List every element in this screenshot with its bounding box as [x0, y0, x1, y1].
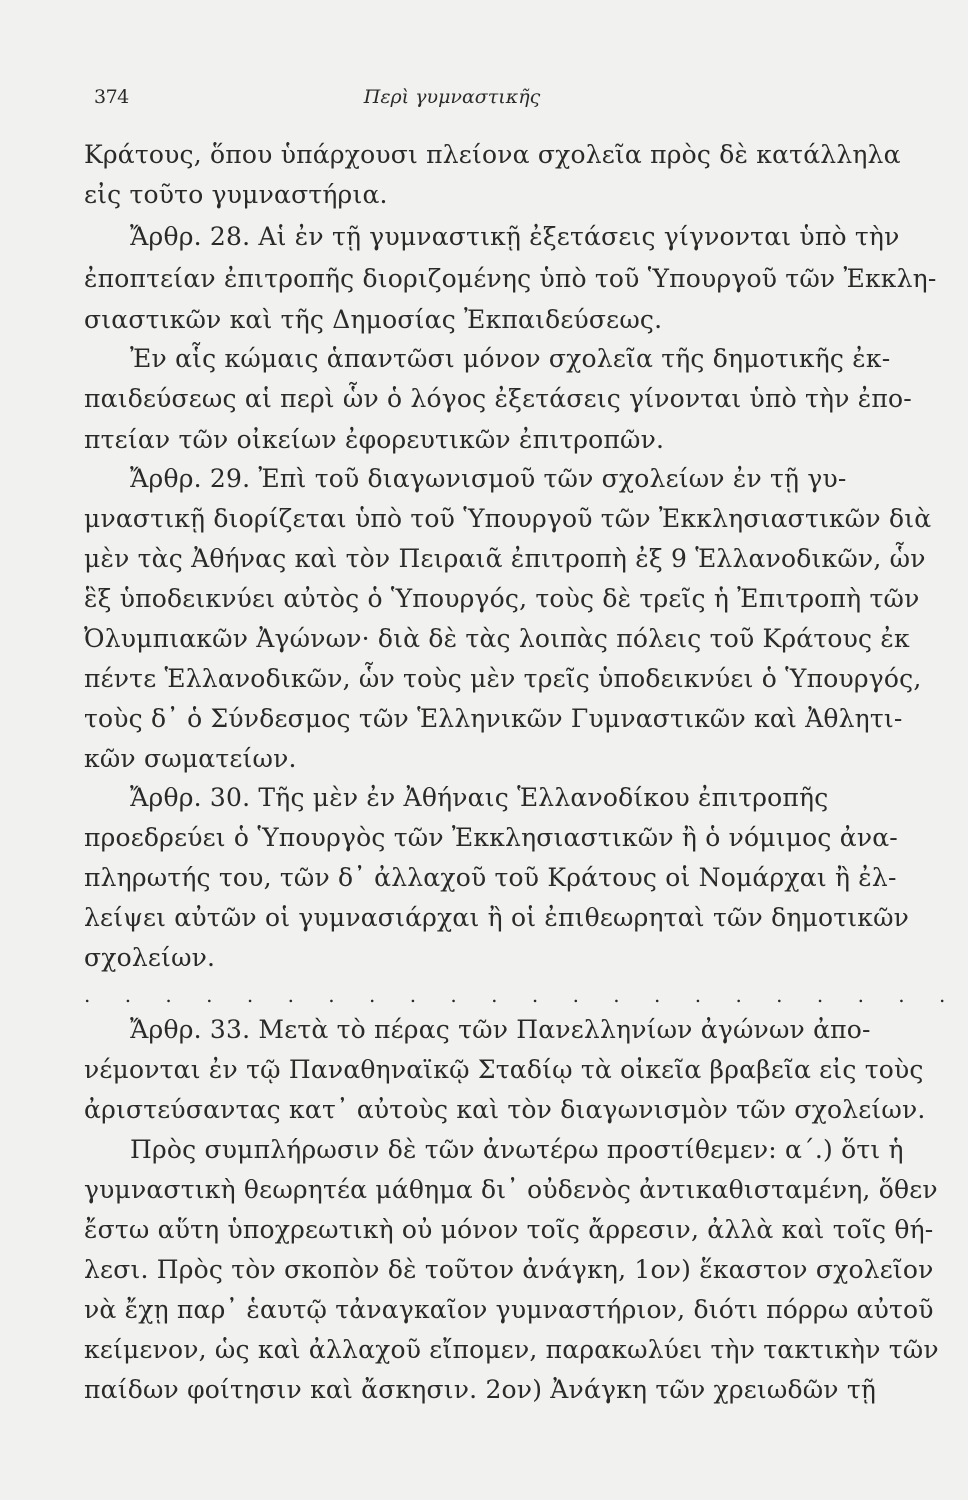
text-line: παίδων φοίτησιν καὶ ἄσκησιν. 2ον) Ἀνάγκη τῶν χρειωδῶν τῇ: [84, 1375, 877, 1404]
text-line: Κράτους, ὅπου ὑπάρχουσι πλείονα σχολεῖα πρὸς δὲ κατάλληλα: [84, 140, 901, 169]
text-line: λείψει αὐτῶν οἱ γυμνασιάρχαι ἢ οἱ ἐπιθεωρηταὶ τῶν δημοτικῶν: [84, 903, 910, 932]
text-line: τοὺς δ᾽ ὁ Σύνδεσμος τῶν Ἑλληνικῶν Γυμναστικῶν καὶ Ἀθλητι-: [84, 704, 903, 733]
page-header: [82, 86, 822, 118]
text-line: ἓξ ὑποδεικνύει αὐτὸς ὁ Ὑπουργός, τοὺς δὲ τρεῖς ἡ Ἐπιτροπὴ τῶν: [84, 584, 920, 613]
text-line: ἀριστεύσαντας κατ᾽ αὐτοὺς καὶ τὸν διαγωνισμὸν τῶν σχολείων.: [84, 1095, 926, 1124]
text-line: πέντε Ἑλλανοδικῶν, ὧν τοὺς μὲν τρεῖς ὑποδεικνύει ὁ Ὑπουργός,: [84, 664, 922, 693]
page-number: 374: [94, 86, 129, 108]
text-line: κῶν σωματείων.: [84, 744, 297, 773]
text-line: πληρωτής του, τῶν δ᾽ ἀλλαχοῦ τοῦ Κράτους οἱ Νομάρχαι ἢ ἐλ-: [84, 863, 897, 892]
article-heading-line: Ἄρθρ. 29. Ἐπὶ τοῦ διαγωνισμοῦ τῶν σχολείων ἐν τῇ γυ-: [130, 464, 847, 493]
text-line: σχολείων.: [84, 943, 216, 972]
article-heading-line: Ἄρθρ. 28. Αἱ ἐν τῇ γυμναστικῇ ἐξετάσεις γίγνονται ὑπὸ τὴν: [130, 222, 900, 251]
text-line: μναστικῇ διορίζεται ὑπὸ τοῦ Ὑπουργοῦ τῶν Ἐκκλησιαστικῶν διὰ: [84, 504, 932, 533]
text-line: Πρὸς συμπλήρωσιν δὲ τῶν ἀνωτέρω προστίθεμεν: α΄.) ὅτι ἡ: [130, 1135, 904, 1164]
text-line: ἔστω αὕτη ὑποχρεωτικὴ οὐ μόνον τοῖς ἄρρεσιν, ἀλλὰ καὶ τοῖς θή-: [84, 1215, 934, 1244]
text-line: γυμναστικὴ θεωρητέα μάθημα δι᾽ οὐδενὸς ἀντικαθισταμένη, ὅθεν: [84, 1175, 938, 1204]
text-line: ἐποπτείαν ἐπιτροπῆς διοριζομένης ὑπὸ τοῦ Ὑπουργοῦ τῶν Ἐκκλη-: [84, 264, 937, 293]
text-line: προεδρεύει ὁ Ὑπουργὸς τῶν Ἐκκλησιαστικῶν ἢ ὁ νόμιμος ἀνα-: [84, 823, 898, 852]
text-line: εἰς τοῦτο γυμναστήρια.: [84, 180, 388, 209]
omission-dots: . . . . . . . . . . . . . . . . . . . . . .: [84, 983, 960, 1007]
text-line: νέμονται ἐν τῷ Παναθηναϊκῷ Σταδίῳ τὰ οἰκεῖα βραβεῖα εἰς τοὺς: [84, 1055, 924, 1084]
article-heading-line: Ἄρθρ. 33. Μετὰ τὸ πέρας τῶν Πανελληνίων ἀγώνων ἀπο-: [130, 1015, 871, 1044]
article-heading-line: Ἄρθρ. 30. Τῆς μὲν ἐν Ἀθήναις Ἑλλανοδίκου ἐπιτροπῆς: [130, 783, 829, 812]
text-line: μὲν τὰς Ἀθήνας καὶ τὸν Πειραιᾶ ἐπιτροπὴ ἐξ 9 Ἑλλανοδικῶν, ὧν: [84, 544, 926, 573]
text-line: πτείαν τῶν οἰκείων ἐφορευτικῶν ἐπιτροπῶν.: [84, 425, 665, 454]
text-line: νὰ ἔχῃ παρ᾽ ἑαυτῷ τἀναγκαῖον γυμναστήριον, διότι πόρρω αὐτοῦ: [84, 1295, 934, 1324]
text-line: παιδεύσεως αἱ περὶ ὧν ὁ λόγος ἐξετάσεις γίνονται ὑπὸ τὴν ἐπο-: [84, 384, 912, 413]
text-line: λεσι. Πρὸς τὸν σκοπὸν δὲ τοῦτον ἀνάγκη, 1ον) ἕκαστον σχολεῖον: [84, 1255, 934, 1284]
text-line: σιαστικῶν καὶ τῆς Δημοσίας Ἐκπαιδεύσεως.: [84, 305, 663, 334]
text-line: κείμενον, ὡς καὶ ἀλλαχοῦ εἴπομεν, παρακωλύει τὴν τακτικὴν τῶν: [84, 1335, 939, 1364]
text-line: Ἐν αἷς κώμαις ἁπαντῶσι μόνον σχολεῖα τῆς δημοτικῆς ἐκ-: [130, 344, 891, 373]
text-line: Ὀλυμπιακῶν Ἀγώνων· διὰ δὲ τὰς λοιπὰς πόλεις τοῦ Κράτους ἐκ: [84, 624, 910, 653]
running-title: Περὶ γυμναστικῆς: [363, 86, 541, 108]
